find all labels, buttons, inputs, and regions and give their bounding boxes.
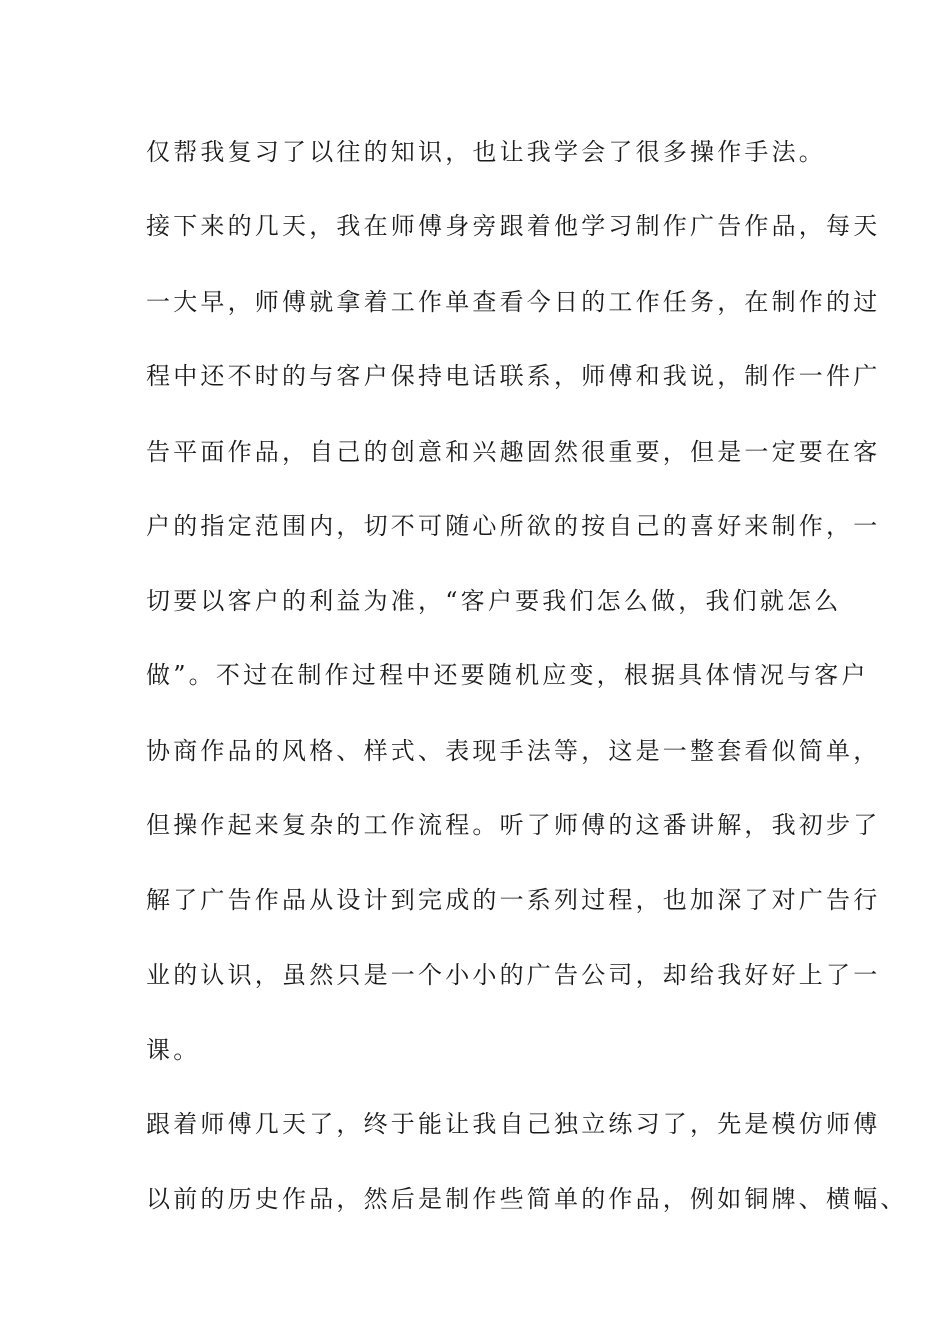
text-line-8: 做”。不过在制作过程中还要随机应变，根据具体情况与客户 [146,661,869,689]
text-line-15: 以前的历史作品，然后是制作些简单的作品，例如铜牌、横幅、 [146,1185,908,1213]
text-line-5: 告平面作品，自己的创意和兴趣固然很重要，但是一定要在客 [146,438,881,466]
text-line-10: 但操作起来复杂的工作流程。听了师傅的这番讲解，我初步了 [146,811,881,839]
text-line-11: 解了广告作品从设计到完成的一系列过程，也加深了对广告行 [146,886,881,914]
text-line-14: 跟着师傅几天了，终于能让我自己独立练习了，先是模仿师傅 [146,1110,881,1138]
text-line-13: 课。 [146,1036,201,1064]
text-line-9: 协商作品的风格、样式、表现手法等，这是一整套看似简单， [146,737,881,765]
text-line-3: 一大早，师傅就拿着工作单查看今日的工作任务，在制作的过 [146,288,881,316]
text-line-7: 切要以客户的利益为准，“客户要我们怎么做，我们就怎么 [146,587,842,615]
text-line-12: 业的认识，虽然只是一个小小的广告公司，却给我好好上了一 [146,961,881,989]
text-line-1: 仅帮我复习了以往的知识，也让我学会了很多操作手法。 [146,138,826,166]
text-line-4: 程中还不时的与客户保持电话联系，师傅和我说，制作一件广 [146,362,881,390]
text-line-6: 户的指定范围内，切不可随心所欲的按自己的喜好来制作，一 [146,512,881,540]
text-line-2: 接下来的几天，我在师傅身旁跟着他学习制作广告作品，每天 [146,212,881,240]
